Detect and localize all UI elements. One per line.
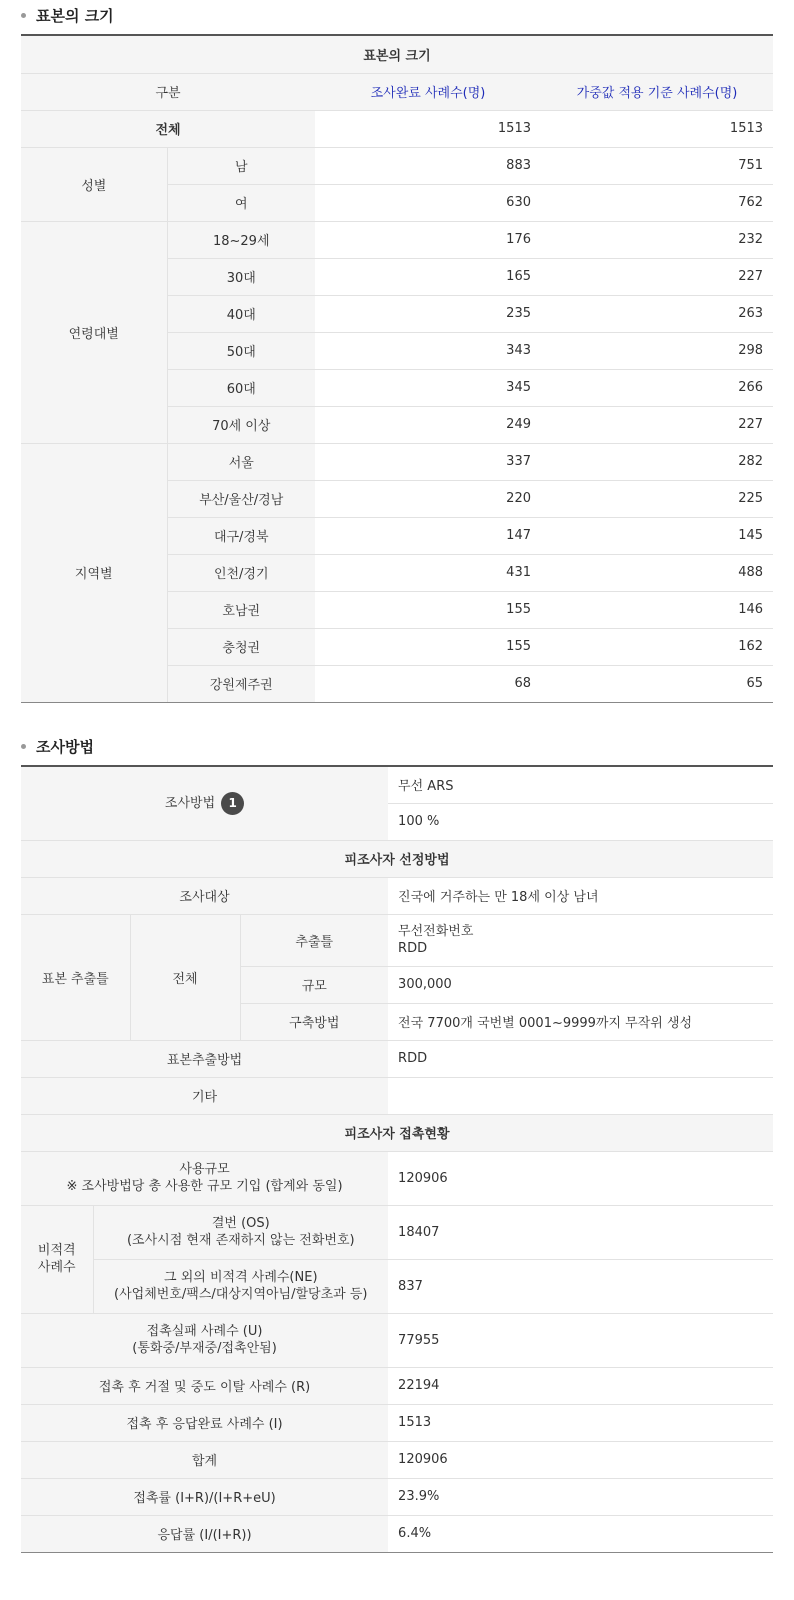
row-label: 18~29세: [167, 221, 315, 258]
row-label: 30대: [167, 258, 315, 295]
cell-weighted: 488: [541, 554, 773, 591]
extract-value: [388, 914, 773, 966]
survey-method-table-wrap: [21, 765, 773, 1553]
cell-completed: 155: [315, 628, 541, 665]
cell-weighted: 282: [541, 443, 773, 480]
row-label: 여: [167, 184, 315, 221]
bullet-icon: [21, 744, 26, 749]
cell-completed: 883: [315, 147, 541, 184]
table-caption: 표본의 크기: [21, 35, 773, 73]
extract-value-line1: 무선전화번호: [398, 924, 474, 939]
cell-weighted: 762: [541, 184, 773, 221]
bullet-icon: [21, 13, 26, 18]
cell-weighted: 266: [541, 369, 773, 406]
etc-label: 기타: [21, 1077, 388, 1114]
method-label-cell: [21, 766, 388, 840]
cell-completed: 176: [315, 221, 541, 258]
group-label-gender: 성별: [21, 147, 167, 221]
build-label: 구축방법: [240, 1003, 388, 1040]
cell-completed: 147: [315, 517, 541, 554]
u-label-line2: (통화중/부재중/접촉안됨): [132, 1341, 277, 1356]
contact-header: 피조사자 접촉현황: [21, 1114, 773, 1151]
row-label: 강원제주권: [167, 665, 315, 702]
os-label-line2: (조사시점 현재 존재하지 않는 전화번호): [126, 1233, 355, 1248]
cell-weighted: 1513: [541, 110, 773, 147]
cell-weighted: 65: [541, 665, 773, 702]
os-value: 18407: [388, 1205, 773, 1259]
usage-label: [21, 1151, 388, 1205]
cell-weighted: 227: [541, 258, 773, 295]
row-label-total: 전체: [21, 110, 315, 147]
build-value: 전국 7700개 국번별 0001~9999까지 무작위 생성: [388, 1003, 773, 1040]
u-value: 77955: [388, 1313, 773, 1367]
section-title-text: 조사방법: [36, 737, 94, 756]
cell-completed: 68: [315, 665, 541, 702]
size-label: 규모: [240, 966, 388, 1003]
row-label: 충청권: [167, 628, 315, 665]
usage-label-line2: ※ 조사방법당 총 사용한 규모 기입 (합계와 동일): [66, 1179, 343, 1194]
row-label: 50대: [167, 332, 315, 369]
ne-label-line1: 그 외의 비적격 사례수(NE): [164, 1270, 318, 1285]
row-label: 대구/경북: [167, 517, 315, 554]
ineligible-label-line2: 사례수: [37, 1260, 76, 1275]
usage-label-line1: 사용규모: [179, 1162, 230, 1177]
os-label-line1: 결번 (OS): [211, 1216, 270, 1231]
response-rate-value: 6.4%: [388, 1515, 773, 1552]
cell-weighted: 227: [541, 406, 773, 443]
header-category: 구분: [21, 73, 315, 110]
header-weighted: 가중값 적용 기준 사례수(명): [541, 73, 773, 110]
section-title-text: 표본의 크기: [36, 6, 114, 25]
cell-completed: 220: [315, 480, 541, 517]
sample-size-table-wrap: [21, 34, 773, 703]
u-label: [21, 1313, 388, 1367]
row-label: 남: [167, 147, 315, 184]
section-title-survey-method: [21, 734, 94, 758]
sampling-value: RDD: [388, 1040, 773, 1077]
table-row: [21, 443, 773, 480]
u-label-line1: 접촉실패 사례수 (U): [146, 1324, 263, 1339]
sample-size-table: [21, 34, 773, 703]
row-label: 호남권: [167, 591, 315, 628]
cell-completed: 1513: [315, 110, 541, 147]
etc-value: [388, 1077, 773, 1114]
cell-completed: 235: [315, 295, 541, 332]
row-label: 60대: [167, 369, 315, 406]
cell-weighted: 751: [541, 147, 773, 184]
r-value: 22194: [388, 1367, 773, 1404]
header-completed: 조사완료 사례수(명): [315, 73, 541, 110]
row-label: 70세 이상: [167, 406, 315, 443]
ne-label: [93, 1259, 388, 1313]
group-label-region: 지역별: [21, 443, 167, 702]
table-row-total: [21, 110, 773, 147]
ne-label-line2: (사업체번호/팩스/대상지역아님/할당초과 등): [114, 1287, 368, 1302]
method-label: 조사방법: [164, 795, 216, 811]
table-row: [21, 221, 773, 258]
cell-completed: 630: [315, 184, 541, 221]
sum-value: 120906: [388, 1441, 773, 1478]
cell-weighted: 146: [541, 591, 773, 628]
method-percent: 100 %: [388, 803, 773, 840]
target-value: 진국에 거주하는 만 18세 이상 남녀: [388, 877, 773, 914]
response-rate-label: 응답률 (I/(I+R)): [21, 1515, 388, 1552]
contact-rate-value: 23.9%: [388, 1478, 773, 1515]
cell-completed: 249: [315, 406, 541, 443]
table-row: [21, 147, 773, 184]
extract-label: 추출틀: [240, 914, 388, 966]
os-label: [93, 1205, 388, 1259]
selection-header: 피조사자 선정방법: [21, 840, 773, 877]
cell-weighted: 298: [541, 332, 773, 369]
ineligible-label-line1: 비적격: [37, 1243, 76, 1258]
cell-weighted: 225: [541, 480, 773, 517]
cell-completed: 343: [315, 332, 541, 369]
frame-label: 표본 추출틀: [21, 914, 130, 1040]
ineligible-label: [21, 1205, 93, 1313]
usage-value: 120906: [388, 1151, 773, 1205]
target-label: 조사대상: [21, 877, 388, 914]
i-label: 접촉 후 응답완료 사례수 (I): [21, 1404, 388, 1441]
contact-rate-label: 접촉률 (I+R)/(I+R+eU): [21, 1478, 388, 1515]
row-label: 40대: [167, 295, 315, 332]
cell-completed: 431: [315, 554, 541, 591]
cell-completed: 337: [315, 443, 541, 480]
method-value: 무선 ARS: [388, 766, 773, 803]
row-label: 인천/경기: [167, 554, 315, 591]
row-label: 부산/울산/경남: [167, 480, 315, 517]
cell-completed: 165: [315, 258, 541, 295]
survey-method-table: [21, 765, 773, 1553]
cell-weighted: 232: [541, 221, 773, 258]
row-label: 서울: [167, 443, 315, 480]
cell-weighted: 263: [541, 295, 773, 332]
r-label: 접촉 후 거절 및 중도 이탈 사례수 (R): [21, 1367, 388, 1404]
cell-completed: 345: [315, 369, 541, 406]
group-label-age: 연령대별: [21, 221, 167, 443]
size-value: 300,000: [388, 966, 773, 1003]
cell-completed: 155: [315, 591, 541, 628]
ne-value: 837: [388, 1259, 773, 1313]
section-title-sample-size: [21, 3, 114, 27]
extract-value-line2: RDD: [398, 941, 428, 956]
sum-label: 합계: [21, 1441, 388, 1478]
i-value: 1513: [388, 1404, 773, 1441]
footnote-badge[interactable]: 1: [221, 792, 244, 815]
frame-total: 전체: [130, 914, 240, 1040]
cell-weighted: 162: [541, 628, 773, 665]
cell-weighted: 145: [541, 517, 773, 554]
sampling-label: 표본추출방법: [21, 1040, 388, 1077]
